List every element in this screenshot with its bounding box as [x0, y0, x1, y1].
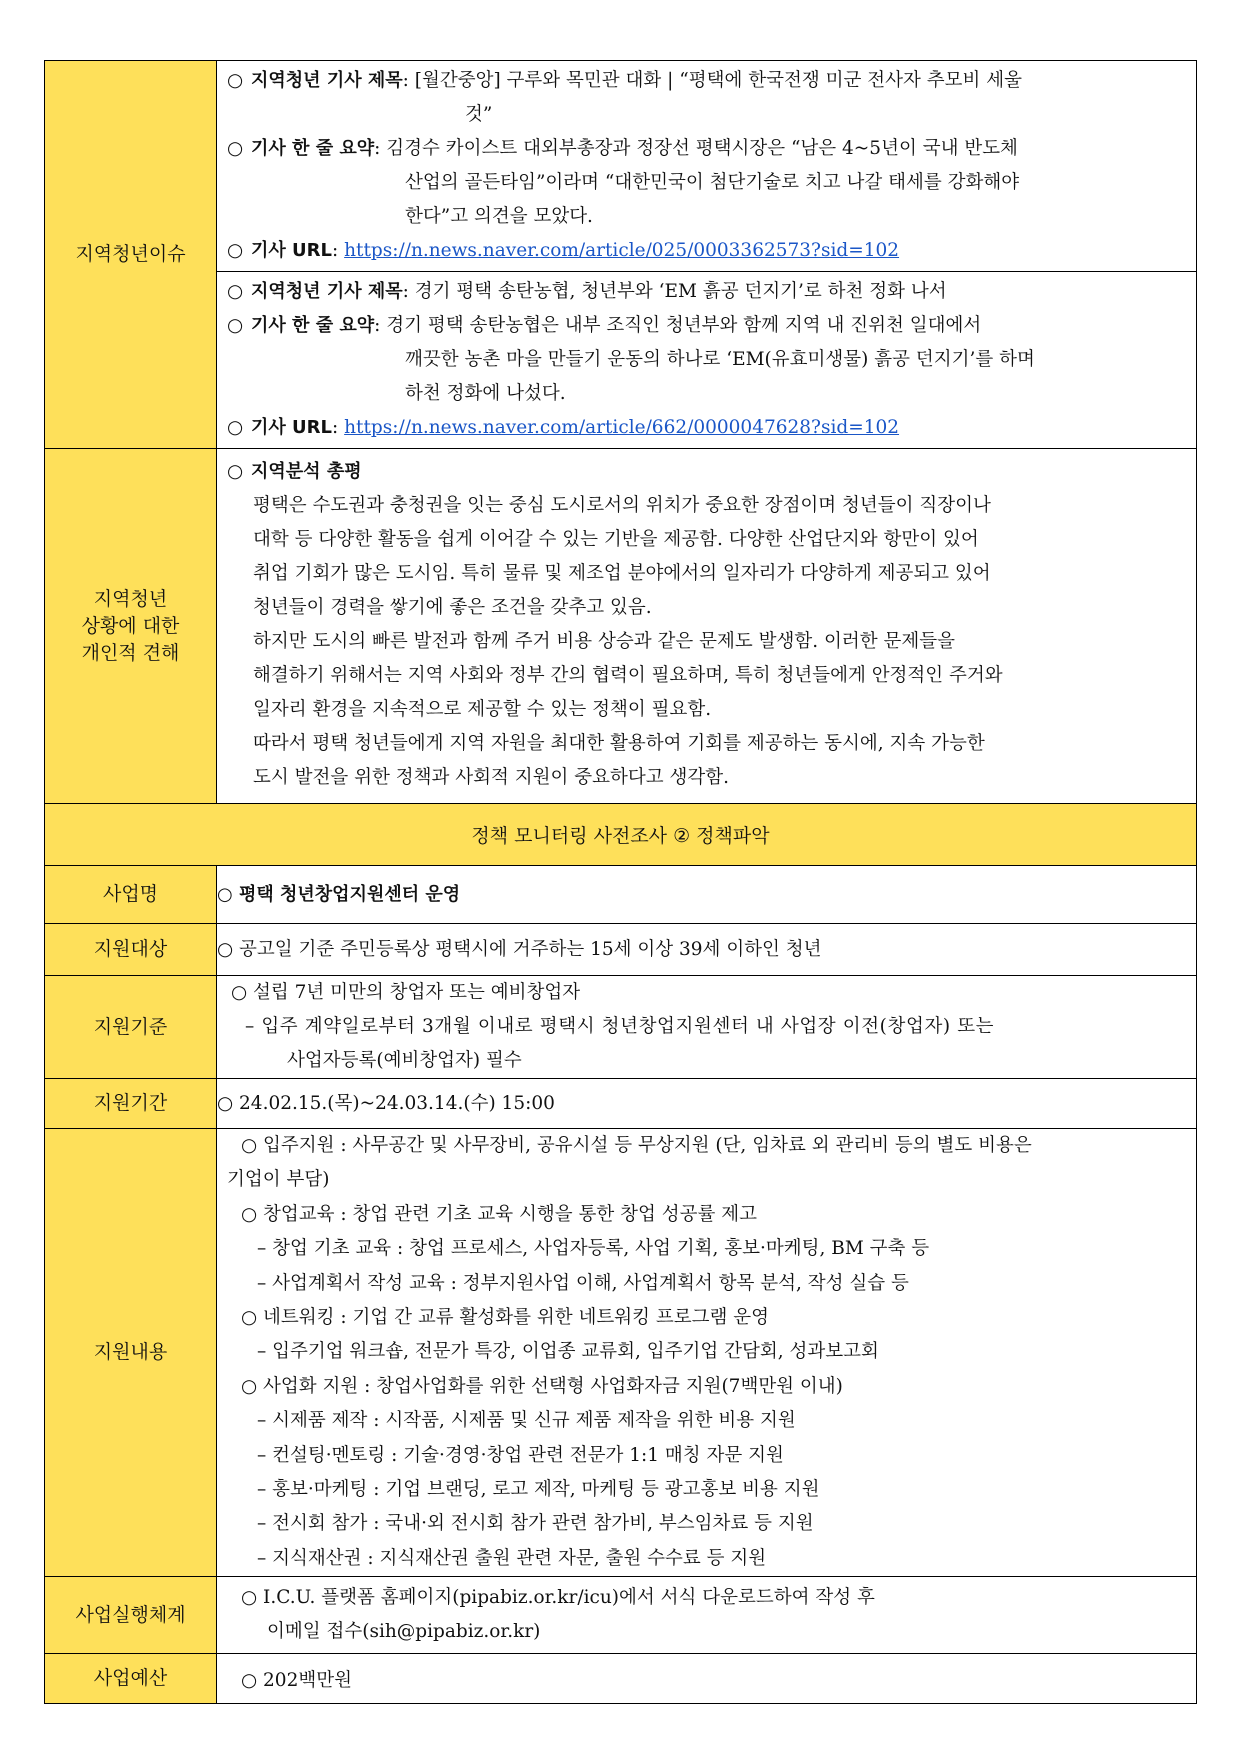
content-row — [45, 1129, 1197, 1577]
policy-heading-row — [45, 804, 1197, 866]
name-label: 사업명 — [45, 866, 217, 924]
content-line: – 사업계획서 작성 교육 : 정부지원사업 이해, 사업계획서 항목 분석, 작성 실습 등 — [257, 1272, 909, 1294]
opinion-line: 따라서 평택 청년들에게 지역 자원을 최대한 활용하여 기회를 제공하는 동시에, 지속 가능한 — [253, 733, 985, 754]
policy-budget: ○ 202백만원 — [217, 1654, 1197, 1704]
article-summary-line2: 깨끗한 농촌 마을 만들기 운동의 하나로 ‘EM(유효미생물) 흙공 던지기’를 하며 — [405, 349, 1035, 370]
article-title: : [월간중앙] 구루와 목민관 대화 | “평택에 한국전쟁 미군 전사자 추모비 세울 — [402, 70, 1022, 91]
article-url-link[interactable]: https://n.news.naver.com/article/025/0003362573?sid=102 — [344, 240, 900, 261]
opinion-line: 일자리 환경을 지속적으로 제공할 수 있는 정책이 필요함. — [253, 699, 712, 720]
system-line: 이메일 접수(sih@pipabiz.or.kr) — [267, 1621, 541, 1643]
opinion-line: 평택은 수도권과 충청권을 잇는 중심 도시로서의 위치가 중요한 장점이며 청년들이 직장이나 — [253, 495, 991, 516]
policy-period: ○ 24.02.15.(목)~24.03.14.(수) 15:00 — [217, 1079, 1197, 1129]
opinion-heading: 지역분석 총평 — [251, 461, 362, 482]
issues-row — [45, 61, 1197, 449]
issues-content — [217, 61, 1197, 449]
period-label: 지원기간 — [45, 1079, 217, 1129]
criteria-line: ○ 설립 7년 미만의 창업자 또는 예비창업자 — [231, 982, 581, 1003]
criteria-row — [45, 976, 1197, 1079]
circle-bullet-icon: ○ — [227, 417, 244, 438]
article-title: : 경기 평택 송탄농협, 청년부와 ‘EM 흙공 던지기’로 하천 정화 나서 — [402, 281, 947, 302]
opinion-line: 취업 기회가 많은 도시임. 특히 물류 및 제조업 분야에서의 일자리가 다양하게 제공되고 있어 — [253, 563, 991, 584]
circle-bullet-icon: ○ — [227, 138, 244, 159]
criteria-label: 지원기준 — [45, 976, 217, 1079]
article-title-cont: 것” — [465, 104, 493, 125]
circle-bullet-icon: ○ — [227, 240, 244, 261]
content-line: – 전시회 참가 : 국내·외 전시회 참가 관련 참가비, 부스임차료 등 지원 — [257, 1513, 814, 1535]
target-label: 지원대상 — [45, 924, 217, 976]
policy-name: ○ 평택 청년창업지원센터 운영 — [217, 866, 1197, 924]
opinion-line: 도시 발전을 위한 정책과 사회적 지원이 중요하다고 생각함. — [253, 767, 729, 788]
opinion-label: 지역청년 상황에 대한 개인적 견해 — [45, 449, 217, 804]
circle-bullet-icon: ○ — [227, 70, 244, 91]
content-line: ○ 네트워킹 : 기업 간 교류 활성화를 위한 네트워킹 프로그램 운영 — [241, 1307, 769, 1329]
content-line: ○ 창업교육 : 창업 관련 기초 교육 시행을 통한 창업 성공률 제고 — [241, 1203, 757, 1225]
content-line: – 지식재산권 : 지식재산권 출원 관련 자문, 출원 수수료 등 지원 — [257, 1547, 767, 1569]
content-label: 지원내용 — [45, 1129, 217, 1577]
criteria-line: – 입주 계약일로부터 3개월 이내로 평택시 청년창업지원센터 내 사업장 이전(창업자) 또는 — [245, 1016, 995, 1037]
document-table — [44, 60, 1197, 1704]
content-line: 기업이 부담) — [227, 1169, 330, 1191]
article-summary-line3: 한다”고 의견을 모았다. — [405, 206, 593, 227]
article-title-key: 지역청년 기사 제목 — [251, 281, 403, 302]
criteria-content — [217, 976, 1197, 1079]
content-line: – 창업 기초 교육 : 창업 프로세스, 사업자등록, 사업 기획, 홍보·마케팅, BM 구축 등 — [257, 1238, 930, 1260]
article-1: ○ 지역청년 기사 제목: [월간중앙] 구루와 목민관 대화 | “평택에 한국전쟁 미군 전사자 추모비 세울 것” ○ 기사 한 줄 요약: 김경수 카이스트 대외부총장과 정장선 평택시장은 “남은 4~5년이 국내 반도체 산업의 골든타임”이라며 “대한민국이 첨단기술로 치고 나갈 태세를 강화해야 한다”고 의견을 모았다. ○ 기사 URL: https://n.news.naver.com/article/025/0003362573?sid=102 — [217, 61, 1196, 271]
opinion-row — [45, 449, 1197, 804]
content-line: – 홍보·마케팅 : 기업 브랜딩, 로고 제작, 마케팅 등 광고홍보 비용 지원 — [257, 1479, 820, 1501]
opinion-line: 하지만 도시의 빠른 발전과 함께 주거 비용 상승과 같은 문제도 발생함. 이러한 문제들을 — [253, 631, 955, 652]
policy-heading: 정책 모니터링 사전조사 ② 정책파악 — [45, 804, 1197, 866]
circle-bullet-icon: ○ — [227, 461, 244, 482]
opinion-line: 청년들이 경력을 쌓기에 좋은 조건을 갖추고 있음. — [253, 597, 652, 618]
circle-bullet-icon: ○ — [227, 315, 244, 336]
opinion-line: 해결하기 위해서는 지역 사회와 정부 간의 협력이 필요하며, 특히 청년들에게 안정적인 주거와 — [253, 665, 1003, 686]
article-summary: : 김경수 카이스트 대외부총장과 정장선 평택시장은 “남은 4~5년이 국내 반도체 — [374, 138, 1018, 159]
system-row — [45, 1577, 1197, 1654]
budget-label: 사업예산 — [45, 1654, 217, 1704]
issues-label: 지역청년이슈 — [45, 61, 217, 449]
article-url-key: 기사 URL — [251, 417, 332, 438]
article-summary-key: 기사 한 줄 요약 — [251, 315, 375, 336]
opinion-content — [217, 449, 1197, 804]
target-row — [45, 924, 1197, 976]
article-summary-line2: 산업의 골든타임”이라며 “대한민국이 첨단기술로 치고 나갈 태세를 강화해야 — [405, 172, 1020, 193]
period-row — [45, 1079, 1197, 1129]
budget-row — [45, 1654, 1197, 1704]
article-2: ○ 지역청년 기사 제목: 경기 평택 송탄농협, 청년부와 ‘EM 흙공 던지기’로 하천 정화 나서 ○ 기사 한 줄 요약: 경기 평택 송탄농협은 내부 조직인 청년부와 함께 지역 내 진위천 일대에서 깨끗한 농촌 마을 만들기 운동의 하나로 ‘EM(유효미생물) 흙공 던지기’를 하며 하천 정화에 나섰다. ○ 기사 URL: https://n.news.naver.com/article/662/0000047628?sid=102 — [217, 271, 1196, 448]
article-title-key: 지역청년 기사 제목 — [251, 70, 403, 91]
circle-bullet-icon: ○ — [227, 281, 244, 302]
name-row — [45, 866, 1197, 924]
system-content — [217, 1577, 1197, 1654]
content-line: ○ 입주지원 : 사무공간 및 사무장비, 공유시설 등 무상지원 (단, 임차료 외 관리비 등의 별도 비용은 — [241, 1135, 1032, 1156]
opinion-line: 대학 등 다양한 활동을 쉽게 이어갈 수 있는 기반을 제공함. 다양한 산업단지와 항만이 있어 — [253, 529, 979, 550]
article-summary-line3: 하천 정화에 나섰다. — [405, 383, 566, 404]
content-body — [217, 1129, 1197, 1577]
content-line: – 입주기업 워크숍, 전문가 특강, 이업종 교류회, 입주기업 간담회, 성과보고회 — [257, 1341, 879, 1363]
article-url-link[interactable]: https://n.news.naver.com/article/662/0000047628?sid=102 — [344, 417, 900, 438]
system-line: ○ I.C.U. 플랫폼 홈페이지(pipabiz.or.kr/icu)에서 서식 다운로드하여 작성 후 — [241, 1587, 875, 1609]
article-summary: : 경기 평택 송탄농협은 내부 조직인 청년부와 함께 지역 내 진위천 일대에서 — [374, 315, 982, 336]
system-label: 사업실행체계 — [45, 1577, 217, 1654]
content-line: – 컨설팅·멘토링 : 기술·경영·창업 관련 전문가 1:1 매칭 자문 지원 — [257, 1444, 784, 1466]
criteria-line: 사업자등록(예비창업자) 필수 — [287, 1050, 522, 1071]
article-url-key: 기사 URL — [251, 240, 332, 261]
content-line: – 시제품 제작 : 시작품, 시제품 및 신규 제품 제작을 위한 비용 지원 — [257, 1410, 796, 1432]
article-summary-key: 기사 한 줄 요약 — [251, 138, 375, 159]
content-line: ○ 사업화 지원 : 창업사업화를 위한 선택형 사업화자금 지원(7백만원 이내) — [241, 1375, 843, 1397]
policy-target: ○ 공고일 기준 주민등록상 평택시에 거주하는 15세 이상 39세 이하인 청년 — [217, 924, 1197, 976]
